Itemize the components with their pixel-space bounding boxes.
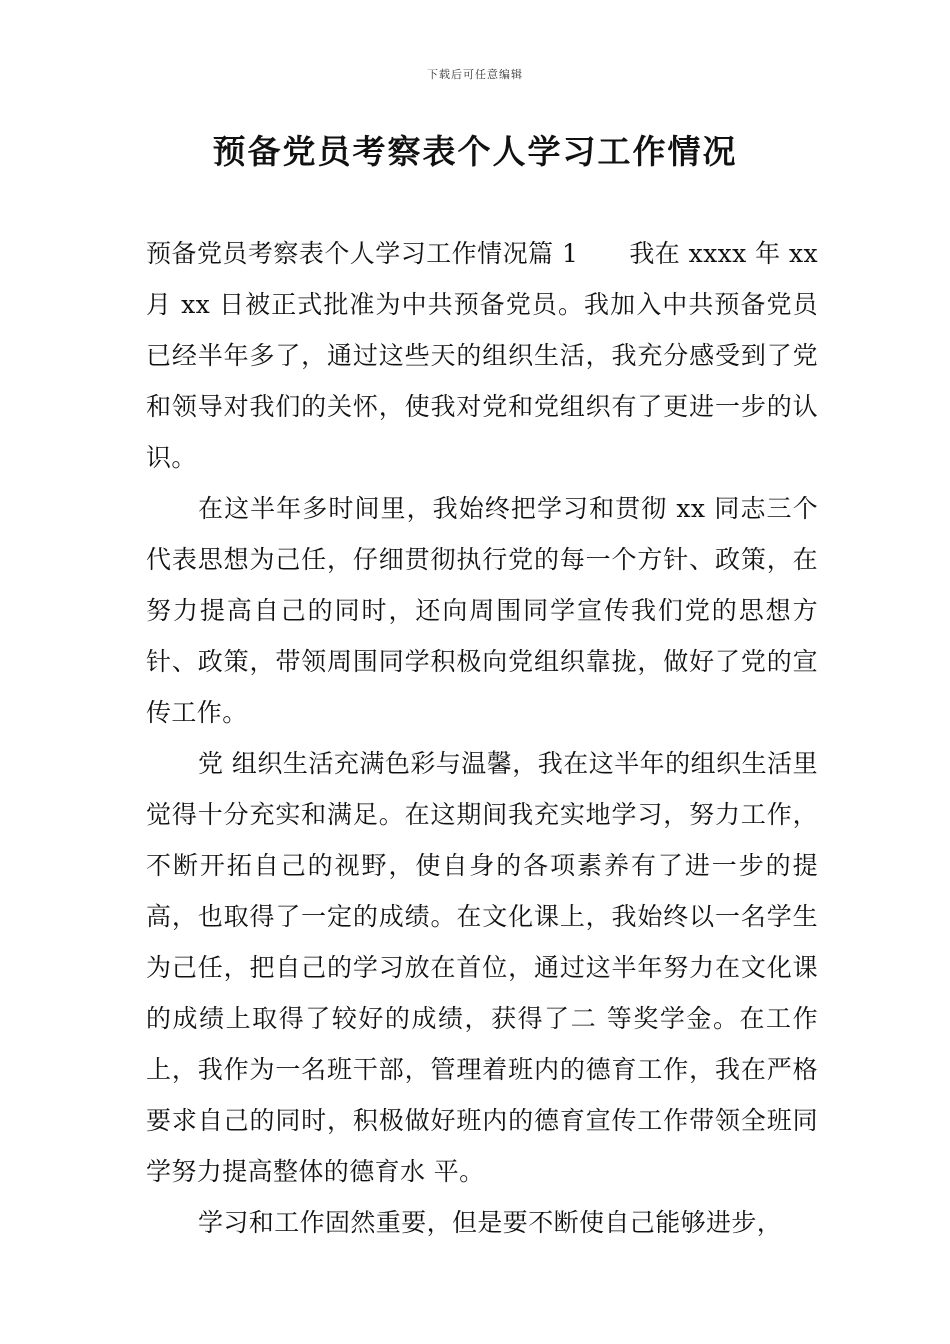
document-body — [146, 228, 818, 1248]
paragraph-4: 学习和工作固然重要，但是要不断使自己能够进步， — [198, 1208, 783, 1237]
paragraph-2: 在这半年多时间里，我始终把学习和贯彻 xx 同志三个代表思想为己任，仔细贯彻执行党的每一个方针、政策，在努力提高自己的同时，还向周围同学宣传我们党的思想方针、政策，带领周围同学积极向党组织靠拢，做好了党的宣传工作。 — [146, 494, 818, 727]
document-title: 预备党员考察表个人学习工作情况 — [212, 132, 738, 171]
paragraph-1: 预备党员考察表个人学习工作情况篇 1 我在 xxxx 年 xx 月 xx 日被正式批准为中共预备党员。我加入中共预备党员已经半年多了，通过这些天的组织生活，我充分感受到了党和领导对我们的关怀，使我对党和党组织有了更进一步的认识。 — [146, 239, 818, 472]
header-note: 下载后可任意编辑 — [427, 68, 523, 81]
paragraph-3: 党 组织生活充满色彩与温馨，我在这半年的组织生活里觉得十分充实和满足。在这期间我充实地学习，努力工作，不断开拓自己的视野，使自身的各项素养有了进一步的提高，也取得了一定的成绩。在文化课上，我始终以一名学生为己任，把自己的学习放在首位，通过这半年努力在文化课的成绩上取得了较好的成绩，获得了二 等奖学金。在工作上，我作为一名班干部，管理着班内的德育工作，我在严格要求自己的同时，积极做好班内的德育宣传工作带领全班同学努力提高整体的德育水 平。 — [146, 749, 818, 1186]
